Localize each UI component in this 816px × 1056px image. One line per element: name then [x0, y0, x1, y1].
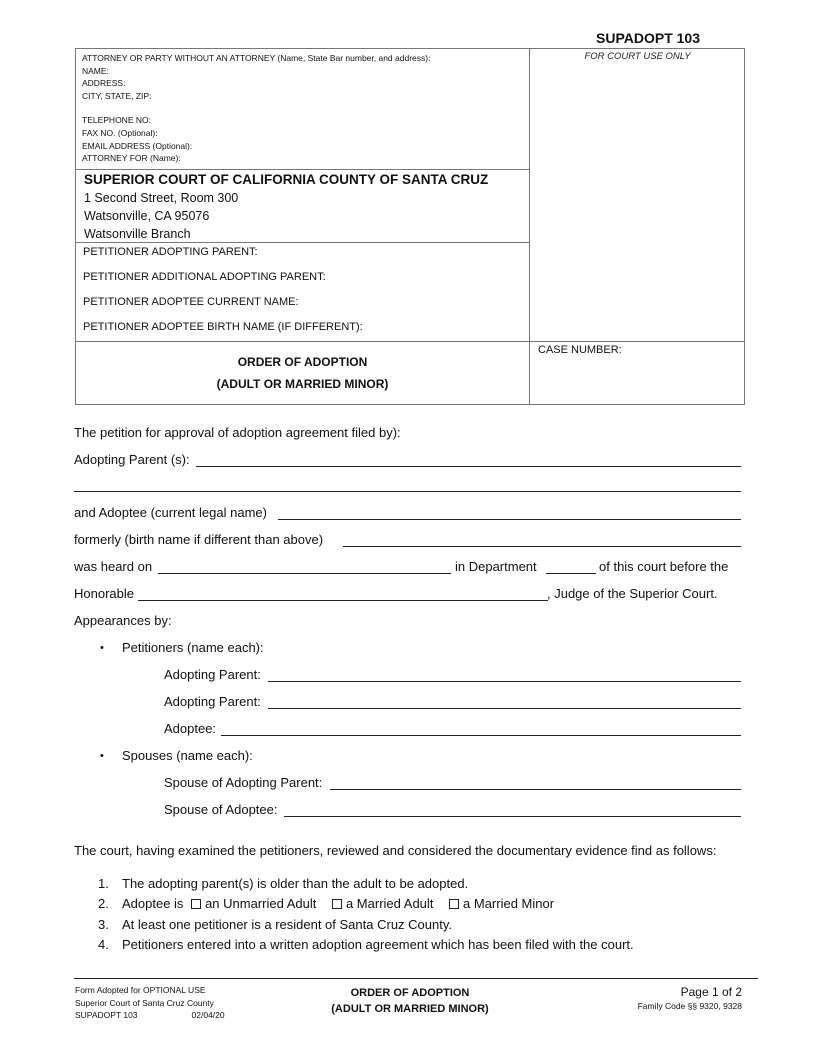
attorney-name-field[interactable]: NAME: — [82, 65, 109, 76]
finding-text: At least one petitioner is a resident of Santa Cruz County. — [122, 917, 452, 932]
caption-box — [75, 48, 745, 405]
married-minor-label: a Married Minor — [463, 896, 555, 911]
court-name: SUPERIOR COURT OF CALIFORNIA COUNTY OF SANTA CRUZ — [84, 172, 489, 187]
footer-adopted-label: Form Adopted for OPTIONAL USE — [75, 985, 206, 995]
attorney-info-block — [82, 52, 430, 165]
unmarried-adult-label: an Unmarried Adult — [205, 896, 317, 911]
footer-title — [300, 985, 520, 1017]
bullet: • — [100, 642, 104, 654]
footer-form-code-row — [75, 1009, 225, 1022]
attorney-email-field[interactable]: EMAIL ADDRESS (Optional): — [82, 140, 193, 151]
form-number: SUPADOPT 103 — [596, 30, 700, 46]
case-number-field[interactable]: CASE NUMBER: — [538, 344, 622, 356]
attorney-telephone-field[interactable]: TELEPHONE NO: — [82, 115, 151, 126]
finding-number: 4. — [98, 937, 109, 952]
finding-text: Adoptee is — [122, 896, 184, 911]
attorney-address-field[interactable]: ADDRESS: — [82, 78, 126, 89]
finding-number: 1. — [98, 876, 109, 891]
petitioner-adopting-parent-field[interactable]: PETITIONER ADOPTING PARENT: — [83, 246, 258, 258]
page-number: Page 1 of 2 — [680, 985, 742, 999]
of-court-label: of this court before the — [599, 559, 729, 574]
court-street: 1 Second Street, Room 300 — [84, 191, 239, 205]
heard-on-line[interactable] — [158, 573, 451, 574]
married-minor-checkbox[interactable] — [449, 899, 459, 909]
attorney-fax-field[interactable]: FAX NO. (Optional): — [82, 127, 158, 138]
finding-number: 2. — [98, 896, 109, 911]
divider — [76, 169, 529, 170]
title-line-2: (ADULT OR MARRIED MINOR) — [216, 377, 389, 391]
spouses-label: Spouses (name each): — [122, 748, 253, 763]
judge-label: , Judge of the Superior Court. — [547, 586, 718, 601]
judge-name-line[interactable] — [138, 600, 548, 601]
footer-left — [75, 984, 225, 1022]
married-adult-checkbox[interactable] — [332, 899, 342, 909]
intro-text: The petition for approval of adoption agreement filed by): — [74, 425, 401, 440]
unmarried-adult-checkbox[interactable] — [191, 899, 201, 909]
footer-form-date: 02/04/20 — [191, 1010, 225, 1020]
adopting-parent-line-1[interactable] — [268, 681, 741, 682]
finding-item — [98, 937, 634, 952]
finding-item — [98, 917, 452, 932]
footer-title-line-1: ORDER OF ADOPTION — [350, 987, 470, 999]
adopting-parents-line[interactable] — [196, 466, 741, 467]
adopting-parents-line-2[interactable] — [74, 491, 741, 492]
adoptee-field-line[interactable] — [221, 735, 741, 736]
formerly-line[interactable] — [343, 546, 741, 547]
adoptee-label: and Adoptee (current legal name) — [74, 505, 267, 520]
finding-item — [98, 876, 468, 891]
court-block — [84, 171, 488, 243]
court-branch: Watsonville Branch — [84, 227, 191, 241]
divider — [76, 242, 529, 243]
spouse-adopting-parent-label: Spouse of Adopting Parent: — [164, 775, 323, 790]
document-title — [76, 351, 529, 395]
findings-intro: The court, having examined the petitioners, reviewed and considered the documentary evidence find as follows: — [74, 843, 717, 858]
in-department-label: in Department — [455, 559, 537, 574]
formerly-label: formerly (birth name if different than above) — [74, 532, 324, 547]
finding-text: The adopting parent(s) is older than the adult to be adopted. — [122, 876, 469, 891]
married-adult-label: a Married Adult — [345, 896, 434, 911]
petitioner-additional-parent-field[interactable]: PETITIONER ADDITIONAL ADOPTING PARENT: — [83, 271, 326, 283]
attorney-heading: ATTORNEY OR PARTY WITHOUT AN ATTORNEY (Name, State Bar number, and address): — [82, 53, 431, 63]
finding-text: Petitioners entered into a written adoption agreement which has been filed with the court. — [122, 937, 634, 952]
bullet: • — [100, 750, 104, 762]
attorney-city-field[interactable]: CITY, STATE, ZIP: — [82, 90, 152, 101]
department-line[interactable] — [546, 573, 596, 574]
footer-divider — [74, 978, 758, 979]
footer-form-code: SUPADOPT 103 — [75, 1010, 138, 1020]
spouse-adoptee-line[interactable] — [284, 816, 741, 817]
petitioner-adoptee-current-name-field[interactable]: PETITIONER ADOPTEE CURRENT NAME: — [83, 296, 299, 308]
heard-on-label: was heard on — [74, 559, 153, 574]
adopting-parents-label: Adopting Parent (s): — [74, 452, 190, 467]
for-court-use-label: FOR COURT USE ONLY — [584, 51, 691, 62]
spouse-adoptee-label: Spouse of Adoptee: — [164, 802, 278, 817]
attorney-for-field[interactable]: ATTORNEY FOR (Name): — [82, 153, 181, 164]
honorable-label: Honorable — [74, 586, 134, 601]
petitioner-adoptee-birth-name-field[interactable]: PETITIONER ADOPTEE BIRTH NAME (IF DIFFERENT): — [83, 321, 363, 333]
adoptee-line[interactable] — [278, 519, 741, 520]
code-reference: Family Code §§ 9320, 9328 — [637, 1001, 742, 1011]
petitioners-label: Petitioners (name each): — [122, 640, 264, 655]
parties-block — [83, 245, 363, 345]
footer-court-label: Superior Court of Santa Cruz County — [75, 997, 214, 1008]
divider — [76, 341, 744, 342]
adopting-parent-label: Adopting Parent: — [164, 667, 261, 682]
title-line-1: ORDER OF ADOPTION — [237, 355, 368, 369]
appearances-label: Appearances by: — [74, 613, 172, 628]
adopting-parent-line-2[interactable] — [268, 708, 741, 709]
adopting-parent-label-2: Adopting Parent: — [164, 694, 261, 709]
finding-number: 3. — [98, 917, 109, 932]
finding-item — [98, 896, 554, 911]
adoptee-field-label: Adoptee: — [164, 721, 217, 736]
footer-title-line-2: (ADULT OR MARRIED MINOR) — [331, 1003, 489, 1015]
caption-divider — [529, 49, 530, 404]
spouse-adopting-parent-line[interactable] — [330, 789, 741, 790]
court-city: Watsonville, CA 95076 — [84, 209, 210, 223]
footer-right — [638, 985, 742, 1011]
